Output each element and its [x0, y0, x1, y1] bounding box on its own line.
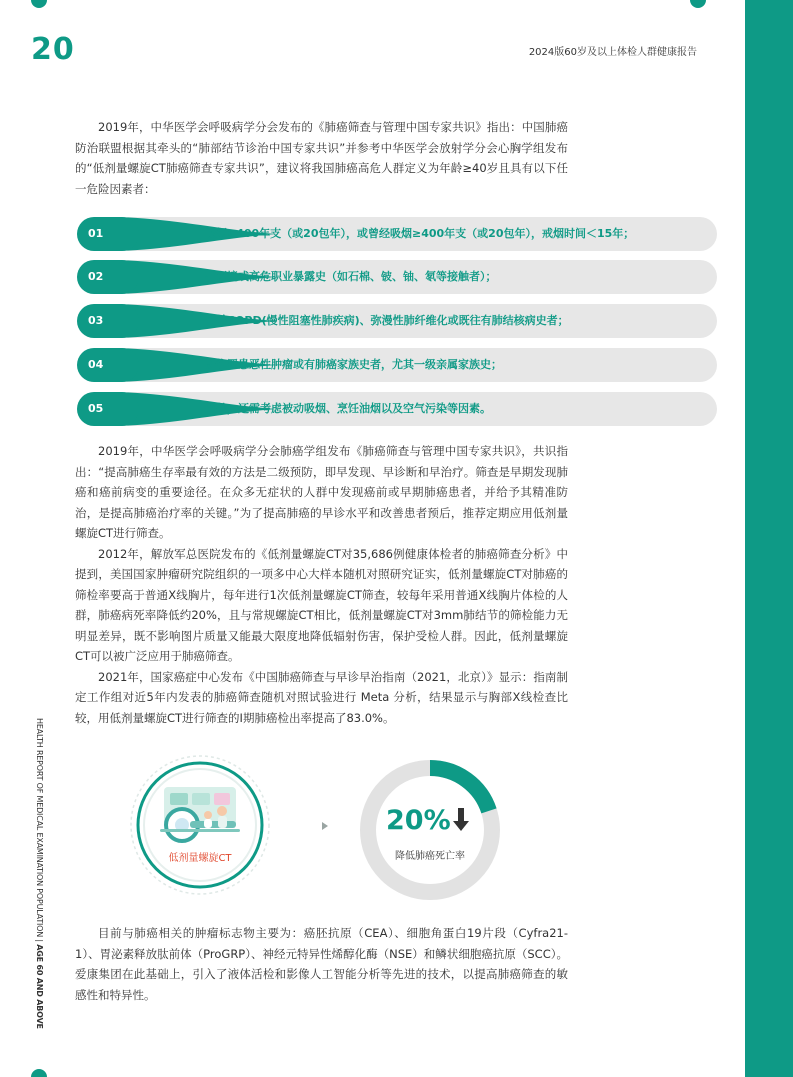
side-title-bold: AGE 60 AND ABOVE — [35, 944, 44, 1029]
risk-factor-text: 既往罹患恶性肿瘤或有肺癌家族史者，尤其一级亲属家族史； — [205, 358, 502, 371]
risk-factor-5 — [77, 392, 717, 426]
intro-text: 2019年，中华医学会呼吸病学分会发布的《肺癌筛查与管理中国专家共识》指出：中国肺癌防治联盟根据其牵头的“肺部结节诊治中国专家共识”并参考中华医学会放射学分会心胸学组发布的“低剂量螺旋CT肺癌筛查专家共识”，建议将我国肺癌高危人群定义为年龄≥40岁且具有以下任一危险因素者： — [75, 120, 568, 196]
stat-value — [386, 805, 469, 836]
right-accent-bar — [745, 0, 793, 1077]
corner-dot-top-right — [690, 0, 706, 8]
ct-scanner-illustration — [130, 755, 270, 895]
right-arrow-icon — [321, 821, 329, 831]
risk-factor-number: 01 — [77, 217, 139, 251]
down-arrow-icon — [453, 806, 469, 832]
closing-paragraph — [75, 923, 568, 1005]
risk-factor-text: 吸烟≥400年支（或20包年），或曾经吸烟≥400年支（或20包年），戒烟时间＜15年； — [205, 227, 635, 240]
body-paragraph-3: 2021年，国家癌症中心发布《中国肺癌筛查与早诊早治指南（2021，北京）》显示：指南制定工作组对近5年内发表的肺癌筛查随机对照试验进行 Meta 分析，结果显示与胸部X线检查比较，用低剂量螺旋CT进行筛查的I期肺癌检出率提高了83.0%。 — [75, 669, 568, 725]
risk-factor-number: 03 — [77, 304, 139, 338]
risk-factor-text: 合并COPD(慢性阻塞性肺疾病)、弥漫性肺纤维化或既往有肺结核病史者； — [205, 314, 569, 327]
intro-paragraph — [75, 117, 568, 199]
risk-factor-1 — [77, 217, 717, 251]
stat-value-text: 20% — [386, 805, 451, 836]
risk-factor-4 — [77, 348, 717, 382]
corner-dot-top-left — [31, 0, 47, 8]
body-paragraphs — [75, 441, 568, 728]
closing-text: 目前与肺癌相关的肿瘤标志物主要为：癌胚抗原（CEA）、细胞角蛋白19片段（Cyfra21-1）、胃泌素释放肽前体（ProGRP）、神经元特异性烯醇化酶（NSE）和鳞状细胞癌抗原（SCC）。爱康集团在此基础上，引入了液体活检和影像人工智能分析等先进的技术，以提高肺癌筛查的敏感性和特异性。 — [75, 926, 568, 1002]
stat-label: 降低肺癌死亡率 — [395, 851, 465, 862]
risk-factor-number: 04 — [77, 348, 139, 382]
risk-factor-number: 02 — [77, 260, 139, 294]
side-running-title — [32, 718, 44, 1029]
side-title-normal: HEALTH REPORT OF MEDICAL EXAMINATION POPULATION | — [35, 718, 44, 945]
page-number: 20 — [31, 32, 75, 67]
body-paragraph-2: 2012年，解放军总医院发布的《低剂量螺旋CT对35,686例健康体检者的肺癌筛查分析》中提到，美国国家肿瘤研究院组织的一项多中心大样本随机对照研究证实，低剂量螺旋CT对肺癌的筛检率要高于普通X线胸片，每年进行1次低剂量螺旋CT筛查，较每年采用普通X线胸片体检的人群，肺癌病死率降低约20%，且与常规螺旋CT相比，低剂量螺旋CT对3mm肺结节的筛检能力无明显差异，既不影响图片质量又能最大限度地降低辐射伤害，保护受检人群。因此，低剂量螺旋CT可以被广泛应用于肺癌筛查。 — [75, 546, 568, 663]
risk-factor-text: 有环境或高危职业暴露史（如石棉、铍、铀、氡等接触者）； — [205, 270, 497, 283]
ct-label: 低剂量螺旋CT — [168, 853, 232, 864]
risk-factor-text: 此外，还需考虑被动吸烟、烹饪油烟以及空气污染等因素。 — [205, 402, 491, 415]
risk-factor-number: 05 — [77, 392, 139, 426]
header-title: 2024版60岁及以上体检人群健康报告 — [528, 47, 697, 58]
corner-dot-bottom-left — [31, 1069, 47, 1077]
risk-factor-2 — [77, 260, 717, 294]
risk-factor-3 — [77, 304, 717, 338]
body-paragraph-1: 2019年，中华医学会呼吸病学分会肺癌学组发布《肺癌筛查与管理中国专家共识》，共识指出：“提高肺癌生存率最有效的方法是二级预防，即早发现、早诊断和早治疗。筛查是早期发现肺癌和癌前病变的重要途径。在众多无症状的人群中发现癌前或早期肺癌患者，并给予其精准防治，是提高肺癌治疗率的关键。”为了提高肺癌的早诊水平和改善患者预后，推荐定期应用低剂量螺旋CT进行筛查。 — [75, 444, 568, 540]
